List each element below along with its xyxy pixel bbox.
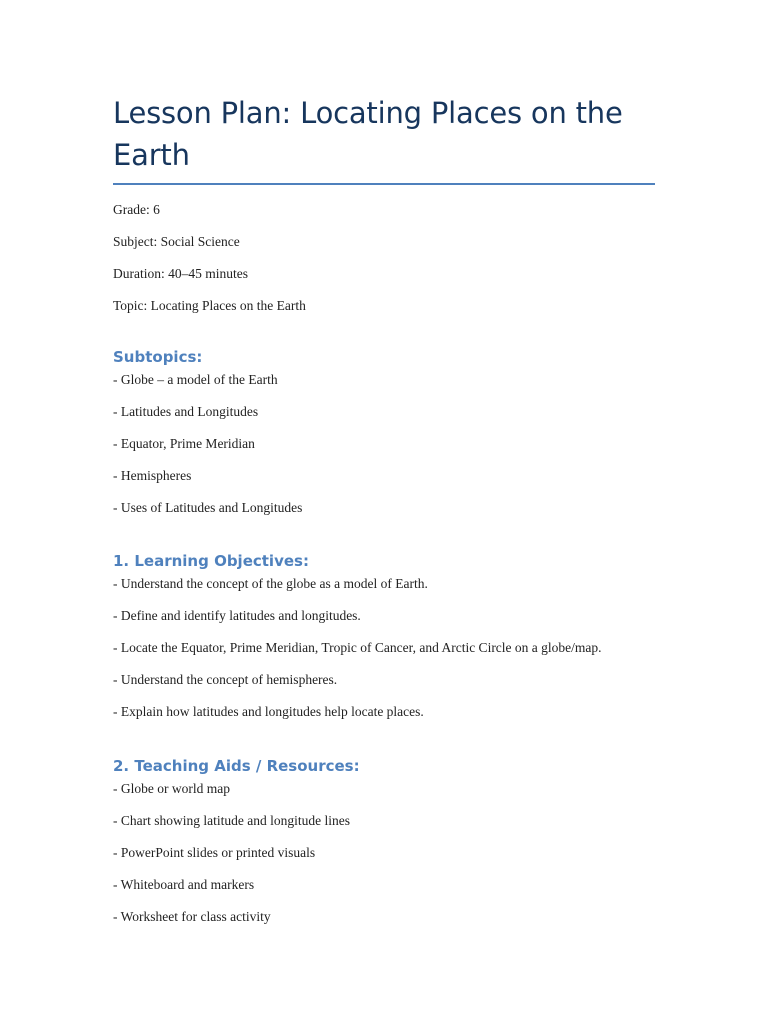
list-item: - Globe – a model of the Earth bbox=[113, 372, 278, 387]
list-item: - Locate the Equator, Prime Meridian, Tropic of Cancer, and Arctic Circle on a globe/map. bbox=[113, 640, 602, 655]
list-item: - Globe or world map bbox=[113, 781, 230, 796]
list-item: - Understand the concept of hemispheres. bbox=[113, 672, 338, 687]
subtopics-section bbox=[113, 348, 302, 532]
objectives-section bbox=[113, 552, 602, 736]
list-item: - Hemispheres bbox=[113, 468, 192, 483]
document-page bbox=[113, 92, 655, 924]
list-item: - Understand the concept of the globe as a model of Earth. bbox=[113, 576, 428, 591]
lesson-meta bbox=[113, 202, 306, 330]
list-item: - Latitudes and Longitudes bbox=[113, 404, 259, 419]
teaching-aids-heading: 2. Teaching Aids / Resources: bbox=[113, 757, 360, 775]
objectives-heading: 1. Learning Objectives: bbox=[113, 552, 309, 570]
list-item: - Whiteboard and markers bbox=[113, 877, 255, 892]
list-item: - Worksheet for class activity bbox=[113, 909, 271, 924]
list-item: - Equator, Prime Meridian bbox=[113, 436, 255, 451]
subtopics-heading: Subtopics: bbox=[113, 348, 203, 366]
list-item: - Chart showing latitude and longitude lines bbox=[113, 813, 350, 828]
title-underline bbox=[113, 183, 655, 185]
subject-line: Subject: Social Science bbox=[113, 234, 240, 249]
topic-line: Topic: Locating Places on the Earth bbox=[113, 298, 306, 313]
teaching-aids-section bbox=[113, 757, 360, 941]
list-item: - PowerPoint slides or printed visuals bbox=[113, 845, 316, 860]
page-title: Lesson Plan: Locating Places on the Earth bbox=[113, 96, 623, 172]
grade-line: Grade: 6 bbox=[113, 202, 160, 217]
list-item: - Explain how latitudes and longitudes help locate places. bbox=[113, 704, 424, 719]
duration-line: Duration: 40–45 minutes bbox=[113, 266, 248, 281]
list-item: - Uses of Latitudes and Longitudes bbox=[113, 500, 303, 515]
list-item: - Define and identify latitudes and longitudes. bbox=[113, 608, 361, 623]
